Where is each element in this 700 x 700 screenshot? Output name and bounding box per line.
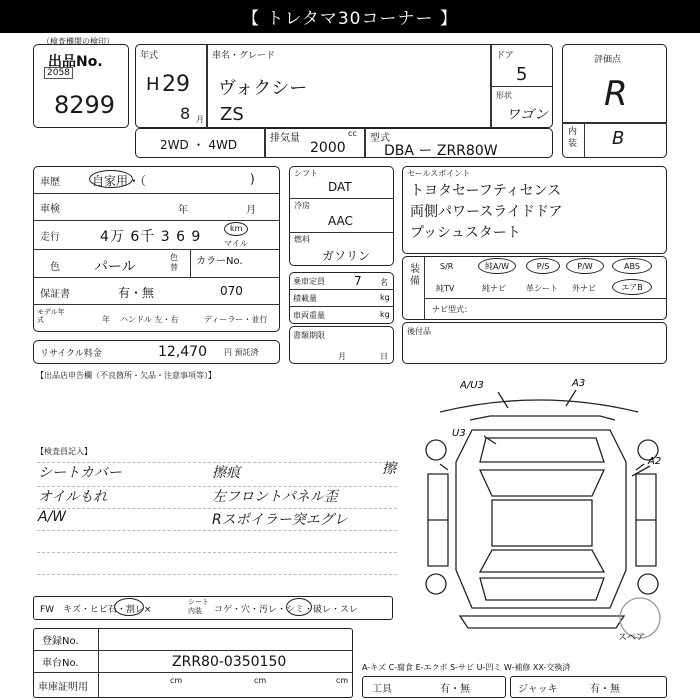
sales-point-line-2: 両側パワースライドドア	[410, 204, 563, 220]
sales-point-line-3: プッシュスタート	[410, 225, 521, 241]
shift-label: シフト	[294, 169, 318, 178]
damage-mark-right-panel: A2	[648, 456, 662, 467]
equip-airbag: エアB	[612, 279, 652, 295]
certificate-cm-2: cm	[254, 676, 267, 685]
seat-stain-circle	[286, 598, 312, 616]
capacity-unit: 名	[380, 278, 388, 287]
score-label: 評価点	[594, 55, 622, 65]
ac-label: 冷房	[294, 201, 310, 210]
sales-point-label: セールスポイント	[407, 169, 471, 178]
history-label: 車歴	[40, 177, 60, 188]
interior-label: 内装	[568, 127, 578, 149]
spare-label: スペア	[618, 633, 646, 640]
equipment-label: 装備	[410, 264, 420, 287]
capacity-label: 乗車定員	[293, 277, 325, 286]
navi-model-label: ナビ型式：	[432, 305, 472, 314]
color-no-value: 070	[220, 284, 243, 298]
jack-value: 有・無	[590, 684, 620, 695]
tools-label: 工具	[372, 684, 392, 695]
year-value: 29	[162, 72, 190, 97]
equip-ext-navi: 外ナビ	[572, 284, 596, 293]
mileage-unit-km: km	[230, 224, 243, 233]
fuel-value: ガソリン	[322, 249, 371, 263]
equip-abs: ABS	[612, 258, 652, 274]
shape-value: ワゴン	[506, 107, 548, 123]
inspection-label: 車検	[40, 204, 60, 215]
deadline-month: 月	[338, 352, 346, 361]
equip-navi: 純ナビ	[482, 284, 506, 293]
damage-code-legend: A-キズ C-腐食 E-エクボ S-サビ U-凹ミ W-補修 XX-交換済	[362, 663, 571, 672]
model-year-label: モデル年式	[37, 308, 65, 324]
tools-value: 有・無	[440, 684, 470, 695]
weight-label: 車両重量	[293, 311, 325, 320]
ac-value: AAC	[328, 214, 353, 228]
displacement-label: 排気量	[270, 133, 300, 144]
km-circle-mark	[224, 222, 248, 236]
certificate-cm-1: cm	[170, 676, 183, 685]
lot-label: 出品No.	[48, 54, 103, 70]
month-unit: 月	[196, 115, 204, 124]
door-value: 5	[516, 64, 528, 85]
equip-tv: 純TV	[436, 284, 455, 293]
equip-power-window: P/W	[566, 258, 604, 274]
inspector-note-3-left: A/W	[38, 509, 67, 525]
color-change-label: 色替	[170, 253, 178, 272]
capacity-value: 7	[354, 274, 362, 288]
load-unit: kg	[380, 293, 390, 302]
warranty-label: 保証書	[40, 289, 70, 300]
warranty-value: 有・無	[118, 286, 155, 300]
certificate-cm-3: cm	[336, 676, 349, 685]
inspector-stamp-note: （検査機関の検印）	[42, 37, 114, 46]
inspector-note-1-left: シートカバー	[38, 465, 122, 481]
mileage-value: 4万 6千 3 6 9	[100, 229, 202, 245]
inspector-note-3-right: Rスポイラー突エグレ	[212, 512, 348, 528]
dealer-field: ディーラー・並行	[204, 315, 268, 324]
fw-legend: FW キズ・ヒビ石・割レ×	[40, 605, 152, 615]
chassis-label: 車台No.	[42, 658, 79, 669]
inspection-year: 年	[178, 205, 188, 216]
year-era: H	[146, 74, 160, 95]
damage-mark-front-right: A3	[572, 378, 586, 389]
shift-value: DAT	[328, 180, 352, 194]
car-grade: ZS	[220, 104, 244, 125]
history-circle-mark	[89, 170, 133, 188]
load-label: 積載量	[293, 294, 317, 303]
inspector-note-2-left: オイルもれ	[38, 489, 108, 505]
fuel-label: 燃料	[294, 235, 310, 244]
interior-value: B	[612, 128, 625, 149]
inspector-note-2-right: 左フロントパネル歪	[212, 489, 338, 505]
declaration-label: 【出品店申告欄（不良箇所・欠品・注意事項等）】	[36, 371, 216, 380]
fw-stone-chip-circle	[114, 598, 144, 616]
lot-box	[33, 44, 129, 128]
weight-unit: kg	[380, 310, 390, 319]
color-value: パール	[94, 259, 136, 275]
damage-mark-front-left: A/U3	[460, 380, 484, 391]
car-name: ヴォクシー	[218, 78, 308, 99]
banner-title: 【 トレタマ30コーナー 】	[0, 0, 700, 33]
registration-label: 登録No.	[42, 636, 79, 647]
color-no-label: カラーNo.	[196, 256, 243, 267]
color-label: 色	[50, 262, 60, 273]
equip-sr: S/R	[440, 262, 454, 271]
equip-leather: 革シート	[526, 284, 558, 293]
inspection-month: 月	[246, 205, 256, 216]
recycle-value: 12,470	[158, 344, 207, 360]
handle-field: ハンドル 左・右	[120, 315, 179, 324]
model-value: DBA ー ZRR80W	[384, 143, 498, 159]
recycle-label: リサイクル料金	[40, 349, 102, 359]
chassis-value: ZRR80-0350150	[172, 654, 287, 670]
damage-mark-hood: U3	[452, 428, 466, 439]
jack-label: ジャッキ	[518, 684, 558, 695]
year-label: 年式	[140, 51, 159, 61]
deadline-label: 書類期限	[293, 331, 325, 340]
inspector-label: 【検査員記入】	[36, 447, 92, 456]
history-value: 自家用・（	[92, 174, 147, 188]
model-year-unit: 年	[102, 315, 110, 324]
mileage-label: 走行	[40, 232, 60, 243]
score-value: R	[604, 74, 628, 114]
displacement-unit: cc	[348, 129, 357, 138]
deadline-day: 日	[380, 352, 388, 361]
equip-alloy-wheel: 純A/W	[478, 258, 516, 274]
mileage-unit-mile: マイル	[224, 239, 248, 248]
seat-legend: コゲ・穴・汚レ・シミ・破レ・スレ	[214, 605, 359, 615]
drive-type: 2WD ・ 4WD	[160, 138, 238, 152]
car-label: 車名・グレード	[212, 51, 276, 61]
year-month: 8	[180, 104, 191, 123]
after-fit-label: 後付品	[407, 327, 431, 336]
recycle-unit: 円 預託済	[224, 348, 259, 357]
model-label: 型式	[370, 133, 390, 144]
side-scratch-mark: 擦	[382, 461, 396, 477]
history-close: )	[250, 172, 255, 186]
shape-label: 形状	[496, 91, 512, 100]
car-damage-diagram	[400, 370, 690, 640]
seat-legend-label: シート内装	[188, 598, 209, 615]
displacement-value: 2000	[310, 140, 346, 156]
lot-number: 8299	[54, 91, 116, 119]
certificate-label: 車庫証明用	[38, 682, 88, 693]
sales-point-line-1: トヨタセーフティセンス	[410, 183, 562, 199]
door-label: ドア	[496, 51, 514, 61]
inspector-note-1-right: 擦痕	[212, 465, 240, 481]
lot-bracket: 2058	[44, 67, 73, 79]
equip-power-steering: P/S	[526, 258, 560, 274]
after-fit-box	[402, 322, 667, 364]
